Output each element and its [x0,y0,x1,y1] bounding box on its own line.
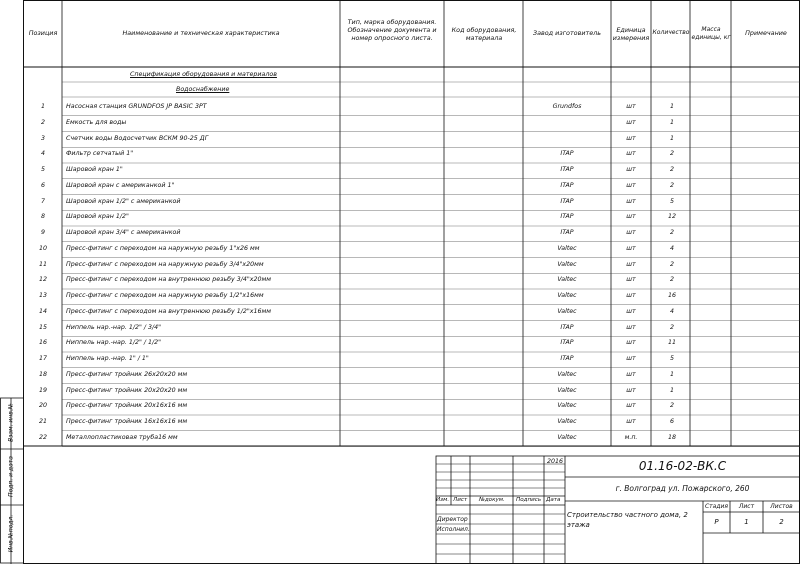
tb-label-ndoc: №докум. [479,497,505,503]
cell-qty: 2 [669,276,674,284]
cell-maker: Valtec [557,260,577,268]
header-maker: Завод изготовитель [532,29,602,37]
cell-unit: шт [626,339,636,347]
cell-qty: 1 [669,386,674,394]
tb-doc-code: 01.16-02-ВК.С [638,459,727,473]
cell-position: 9 [40,229,45,236]
tb-label-podp: Подпись [516,497,542,503]
tb-stage-value: Р [714,518,719,526]
cell-position: 20 [38,402,47,410]
cell-position: 6 [40,181,45,189]
cell-maker: ITAP [560,150,574,158]
cell-maker: ITAP [560,181,574,189]
cell-qty: 2 [669,166,674,173]
cell-qty: 2 [669,229,674,236]
cell-position: 2 [40,118,45,126]
header-unit: Единица измерения [612,26,650,42]
cell-unit: шт [626,197,636,205]
cell-maker: Valtec [557,433,577,441]
cell-maker: ITAP [560,355,574,362]
cell-position: 21 [38,418,47,425]
tb-address: г. Волгоград ул. Пожарского, 260 [615,484,750,493]
cell-position: 3 [40,134,45,142]
cell-name: Металлопластиковая труба16 мм [66,433,178,441]
cell-unit: шт [626,181,636,189]
cell-name: Шаровой кран 1/2" с американкой [66,197,181,205]
header-name: Наименование и техническая характеристика [122,29,280,37]
cell-name: Пресс-фитинг тройник 20х20х20 мм [66,386,188,394]
cell-unit: шт [626,307,636,315]
cell-qty: 1 [669,103,674,110]
cell-qty: 2 [669,181,674,189]
cell-name: Пресс-фитинг с переходом на наружную резьбу 1"х26 мм [66,244,260,252]
cell-position: 11 [38,260,47,268]
cell-unit: шт [626,244,636,252]
cell-qty: 5 [669,355,674,362]
cell-name: Ниппель нар.-нар. 1/2" / 3/4" [66,323,162,331]
tb-stage-label: Стадия [704,503,729,510]
cell-maker: Valtec [557,276,577,284]
cell-qty: 6 [669,418,674,425]
cell-position: 17 [38,355,47,362]
cell-unit: шт [626,118,636,126]
cell-name: Емкость для воды [66,118,127,126]
cell-maker: ITAP [560,339,574,347]
cell-maker: Grundfos [552,103,582,110]
cell-unit: шт [626,276,636,284]
cell-unit: шт [626,402,636,410]
tb-sheets-value: 2 [779,518,784,526]
cell-name: Шаровой кран с американкой 1" [66,181,175,189]
cell-unit: шт [626,418,636,425]
stamp-vzam-inv: Взам. инв.№ [7,403,15,442]
cell-maker: ITAP [560,229,574,236]
cell-position: 10 [38,244,47,252]
tb-label-izm: Изм. [436,497,450,503]
cell-position: 14 [38,307,47,315]
cell-name: Шаровой кран 1/2" [66,213,129,221]
cell-position: 4 [40,150,45,158]
cell-name: Насосная станция GRUNDFOS JP BASIC 3PT [66,103,207,110]
cell-qty: 2 [669,150,674,158]
cell-name: Пресс-фитинг тройник 20х16х16 мм [66,402,188,410]
cell-maker: Valtec [557,386,577,394]
tb-sheet-label: Лист [738,503,755,510]
cell-name: Пресс-фитинг с переходом на наружную резьбу 3/4"х20мм [66,260,264,268]
cell-position: 18 [38,370,47,378]
cell-maker: Valtec [557,244,577,252]
cell-name: Счетчик воды Водосчетчик ВСКМ 90-25 ДГ [66,134,209,142]
cell-position: 8 [40,213,45,221]
cell-qty: 1 [669,134,674,142]
section-title: Спецификация оборудования и материалов [130,71,277,78]
cell-unit: шт [626,260,636,268]
cell-name: Фильтр сетчатый 1" [66,150,134,158]
cell-maker: Valtec [557,307,577,315]
cell-qty: 2 [669,323,674,331]
cell-position: 12 [38,276,47,284]
cell-name: Шаровой кран 1" [66,166,123,173]
cell-unit: м.п. [624,433,638,441]
tb-sheet-value: 1 [744,518,749,526]
cell-unit: шт [626,150,636,158]
cell-qty: 11 [667,339,676,347]
tb-sheets-label: Листов [770,503,793,510]
cell-name: Пресс-фитинг с переходом на внутреннюю резьбу 3/4"х20мм [66,276,272,284]
cell-qty: 4 [669,244,674,252]
cell-name: Ниппель нар.-нар. 1/2" / 1/2" [66,339,162,347]
cell-unit: шт [626,134,636,142]
cell-unit: шт [626,229,636,236]
cell-position: 16 [38,339,47,347]
tb-label-list: Лист [453,497,468,503]
cell-qty: 1 [669,118,674,126]
header-mass: Масса единицы, кг [691,26,731,41]
tb-project: Строительство частного дома, 2 этажа [567,511,688,529]
tb-role-director: Директор [437,516,468,523]
cell-unit: шт [626,166,636,173]
cell-unit: шт [626,292,636,299]
cell-position: 19 [38,386,47,394]
cell-unit: шт [626,355,636,362]
cell-position: 1 [40,103,45,110]
cell-qty: 2 [669,260,674,268]
cell-position: 15 [38,323,47,331]
cell-unit: шт [626,323,636,331]
cell-name: Пресс-фитинг тройник 16х16х16 мм [66,418,188,425]
stamp-inv-podl: Инв.№подл. [7,514,15,553]
header-note: Примечание [745,29,787,37]
cell-name: Пресс-фитинг с переходом на наружную резьбу 1/2"х16мм [66,292,264,299]
cell-maker: Valtec [557,418,577,425]
cell-maker: ITAP [560,197,574,205]
header-qty: Количество [652,29,690,36]
cell-qty: 1 [669,370,674,378]
cell-name: Пресс-фитинг тройник 26х20х20 мм [66,370,188,378]
header-position: Позиция [28,29,58,37]
cell-unit: шт [626,213,636,221]
cell-unit: шт [626,103,636,110]
stamp-podp-data: Подп. и дата [7,456,15,497]
cell-maker: Valtec [557,402,577,410]
cell-maker: Valtec [557,370,577,378]
cell-qty: 5 [669,197,674,205]
cell-maker: ITAP [560,323,574,331]
cell-position: 5 [40,166,45,173]
subsection-title: Водоснабжение [176,86,230,93]
cell-maker: ITAP [560,213,574,221]
cell-name: Ниппель нар.-нар. 1" / 1" [66,355,149,362]
cell-qty: 4 [669,307,674,315]
cell-position: 22 [38,433,47,441]
cell-unit: шт [626,386,636,394]
cell-qty: 12 [667,213,676,221]
cell-unit: шт [626,370,636,378]
cell-qty: 18 [667,433,676,441]
header-type: Тип, марка оборудования. Обозначение документа и номер опросного листа. [347,18,437,42]
cell-qty: 16 [667,292,676,299]
cell-maker: Valtec [557,292,577,299]
tb-role-ispolnil: Исполнил. [437,526,470,533]
cell-name: Пресс-фитинг с переходом на внутреннюю резьбу 1/2"х16мм [66,307,272,315]
cell-name: Шаровой кран 3/4" с американкой [66,229,181,236]
cell-qty: 2 [669,402,674,410]
cell-position: 13 [38,292,47,299]
cell-position: 7 [40,197,45,205]
header-code: Код оборудования, материала [451,26,517,42]
tb-label-data: Дата [546,497,561,503]
cell-maker: ITAP [560,166,574,173]
tb-year: 2016 [547,458,564,465]
